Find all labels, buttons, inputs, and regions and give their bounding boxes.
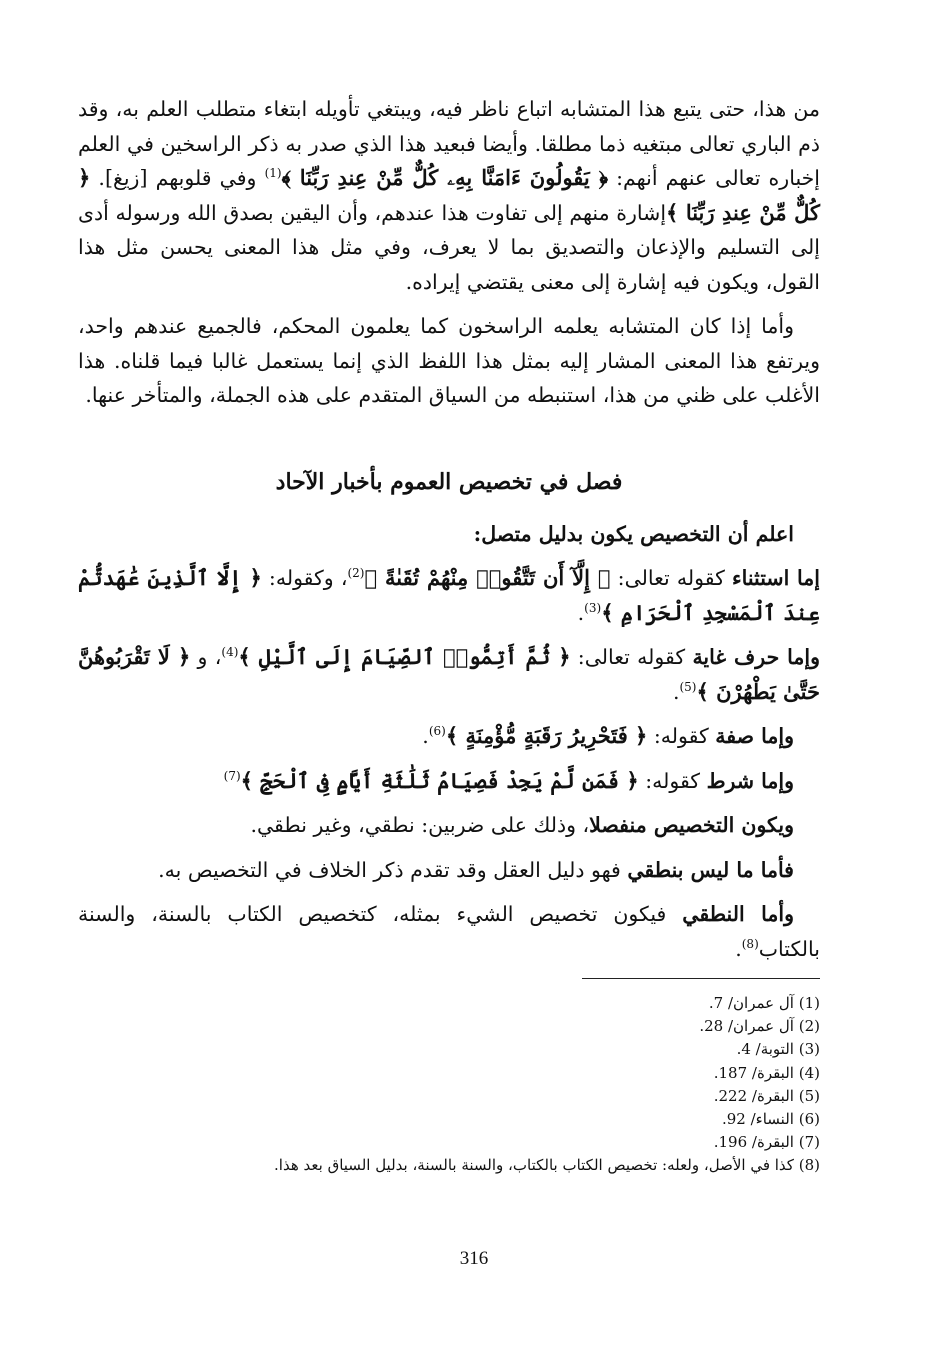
punctuation: .	[422, 724, 429, 748]
footnote-ref: (4)	[221, 645, 239, 660]
quran-quote: ﴿ يَقُولُونَ ءَامَنَّا بِهِۦ كُلٌّ مِّنْ عِندِ رَبِّنَا ﴾	[281, 165, 608, 190]
page-number: 316	[459, 1248, 489, 1269]
footnotes	[78, 992, 820, 1178]
paragraph-text: ، وكقوله:	[261, 566, 348, 590]
footnote-ref: (3)	[584, 600, 602, 615]
footnote-item	[78, 1131, 820, 1154]
footnote-ref: (5)	[679, 679, 697, 694]
footnote-number: (1)	[798, 994, 820, 1012]
footnote-ref: (1)	[264, 166, 282, 181]
footnote-number: (4)	[798, 1063, 820, 1082]
paragraph-text: كقوله تعالى:	[570, 645, 693, 669]
footnote-item	[78, 1108, 820, 1131]
quran-quote: ﴿ ثُمَّ أَتِمُّوا۟ ٱلصِّيَامَ إِلَى ٱلَّيْلِ ﴾	[238, 644, 571, 669]
paragraph-text: اعلم أن التخصيص يكون بدليل متصل:	[473, 521, 794, 546]
footnote-text: كذا في الأصل، ولعله: تخصيص الكتاب بالكتاب، والسنة بالسنة، بدليل السياق بعد هذا.	[274, 1156, 794, 1175]
lead-phrase: وإما شرط	[706, 768, 794, 793]
quran-quote: ﴿ كُلٌّ مِّنْ عِندِ رَبِّنَا ﴾	[78, 165, 820, 225]
paragraph-2	[78, 309, 820, 413]
page-body	[78, 92, 820, 976]
paragraph-text: كقوله:	[638, 768, 707, 793]
footnote-item	[78, 1062, 820, 1085]
quran-quote: ﴿ إِلَّا ٱلَّذِينَ عَٰهَدتُّمْ عِندَ ٱلْمَسْجِدِ ٱلْحَرَامِ ﴾	[78, 565, 820, 625]
paragraph-text: ، و	[190, 645, 222, 669]
paragraph-text: وأما إذا كان المتشابه يعلمه الراسخون كما يعلمون المحكم، فالجميع عندهم واحد، ويرتفع هذا المعنى المشار إليه بمثل هذا اللفظ الذي إنما يستعمل غالبا فيما قلناه. هذا الأغلب على ظني من هذا، استنبطه من السياق المتقدم على هذه الجملة، والمتأخر عنها.	[78, 314, 820, 407]
quran-quote: ﴿ فَمَن لَّمْ يَجِدْ فَصِيَامُ ثَلَٰثَةِ أَيَّامٍ فِى ٱلْحَجِّ ﴾	[240, 767, 639, 793]
paragraph-text: كقوله:	[647, 724, 716, 748]
paragraph-5	[78, 640, 820, 709]
footnote-item	[78, 1154, 820, 1177]
footnote-number: (5)	[798, 1086, 820, 1105]
paragraph-7	[78, 764, 820, 799]
quran-quote: ﴿ إِلَّآ أَن تَتَّقُوا۟ مِنْهُمْ تُقَىٰةً ﴾	[364, 565, 611, 590]
footnote-item	[78, 1085, 820, 1108]
paragraph-text: فهو دليل العقل وقد تقدم ذكر الخلاف في التخصيص به.	[158, 857, 628, 882]
footnote-separator	[582, 978, 820, 979]
section-heading: فصل في تخصيص العموم بأخبار الآحاد	[275, 468, 623, 495]
footnote-ref: (8)	[741, 936, 759, 951]
footnote-number: (2)	[798, 1017, 820, 1036]
paragraph-text: ، وذلك على ضربين: نطقي، وغير نطقي.	[250, 813, 590, 837]
footnote-number: (7)	[798, 1133, 820, 1152]
footnote-text: البقرة/ 196.	[713, 1133, 794, 1152]
paragraph-1	[78, 92, 820, 299]
paragraph-text: كقوله تعالى:	[610, 566, 732, 590]
paragraph-6	[78, 719, 820, 754]
footnote-ref: (6)	[428, 724, 446, 739]
punctuation: .	[735, 936, 742, 961]
lead-phrase: وإما صفة	[715, 724, 794, 748]
lead-phrase: وإما حرف غاية	[692, 645, 820, 669]
paragraph-text: وفي قلوبهم [زيغ].	[90, 166, 265, 190]
footnote-number: (3)	[798, 1040, 820, 1059]
footnote-text: آل عمران/ 28.	[699, 1017, 794, 1036]
footnote-text: التوبة/ 4.	[736, 1040, 794, 1059]
paragraph-8	[78, 808, 820, 843]
footnote-item	[78, 992, 820, 1015]
paragraph-text: إشارة منهم إلى تفاوت هذا عندهم، وأن اليقين بصدق الله ورسوله أدى إلى التسليم والإذعان والتصديق بما لا يعرف، وفي مثل هذا المعنى يحسن مثل هذا القول، ويكون فيه إشارة إلى معنى يقتضي إيراده.	[78, 200, 820, 294]
punctuation: .	[672, 679, 680, 704]
lead-phrase: وأما النطقي	[682, 902, 794, 926]
quran-quote: ﴿ لَا تَقْرَبُوهُنَّ حَتَّىٰ يَطْهُرْنَ ﴾	[78, 644, 820, 704]
paragraph-text: من هذا، حتى يتبع هذا المتشابه اتباع ناظر فيه، ويبتغي تأويله ابتغاء متطلب العلم به، وقد ذم الباري تعالى مبتغيه ذما مطلقا. وأيضا فبعيد هذا الذي صدر به ذكر الراسخين في العلم إخباره تعالى عنهم أنهم:	[78, 97, 820, 190]
footnote-number: (6)	[798, 1110, 820, 1129]
footnote-item	[78, 1015, 820, 1038]
footnote-number: (8)	[798, 1156, 820, 1175]
lead-phrase: إما استثناء	[731, 566, 820, 590]
footnote-text: آل عمران/ 7.	[708, 994, 794, 1012]
footnote-item	[78, 1038, 820, 1061]
footnote-ref: (7)	[223, 768, 241, 783]
paragraph-9	[78, 853, 820, 888]
footnote-text: البقرة/ 187.	[713, 1063, 794, 1082]
footnote-ref: (2)	[347, 566, 365, 581]
paragraph-4	[78, 561, 820, 630]
lead-phrase: فأما ما ليس بنطقي	[627, 857, 794, 882]
punctuation: .	[577, 600, 585, 625]
footnote-text: النساء/ 92.	[721, 1110, 794, 1129]
paragraph-text: فيكون تخصيص الشيء بمثله، كتخصيص الكتاب بالسنة، والسنة بالكتاب	[78, 902, 820, 961]
quran-quote: ﴿ فَتَحْرِيرُ رَقَبَةٍ مُّؤْمِنَةٍ ﴾	[445, 723, 648, 748]
paragraph-3	[78, 517, 820, 552]
paragraph-10	[78, 897, 820, 966]
footnote-text: البقرة/ 222.	[713, 1086, 794, 1105]
lead-phrase: ويكون التخصيص منفصلا	[589, 813, 794, 837]
